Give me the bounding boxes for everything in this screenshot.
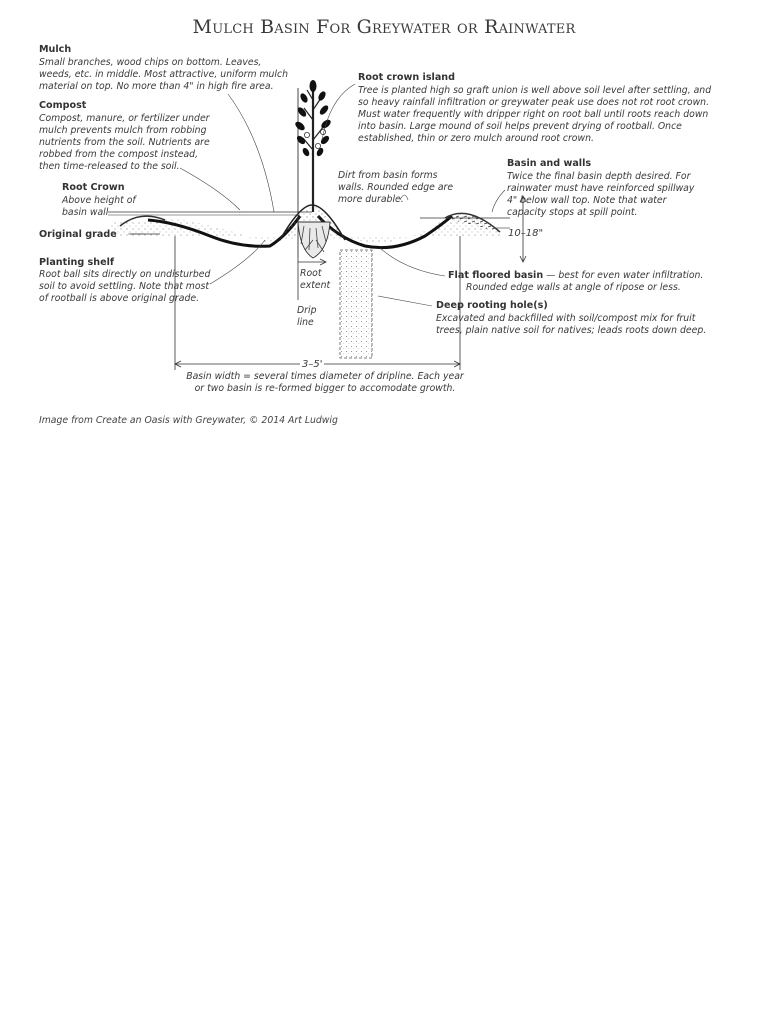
root-crown-island-line: so heavy rainfall infiltration or greywater peak use does not rot root crown. (358, 97, 710, 109)
dirt-from-basin-line: Dirt from basin forms (338, 170, 438, 181)
image-credit: Image from Create an Oasis with Greywater, © 2014 Art Ludwig (39, 415, 338, 426)
compost-line: robbed from the compost instead, (39, 149, 199, 161)
mulch-line: weeds, etc. in middle. Most attractive, uniform mulch (39, 69, 289, 81)
root-crown-island-text (358, 85, 711, 145)
root-crown-text (62, 195, 136, 219)
compost-line: Compost, manure, or fertilizer under (39, 113, 210, 124)
planting-shelf-heading: Planting shelf (39, 257, 115, 268)
flat-floored-basin-heading: Flat floored basin (448, 270, 544, 281)
basin-walls-leader (492, 190, 505, 212)
root-extent-line: Root (300, 268, 322, 279)
dirt-from-basin-line: more durable. (338, 194, 404, 206)
deep-rooting-hole (340, 250, 372, 358)
basin-width-label: 3–5' (302, 359, 323, 370)
basin-walls-line: Twice the final basin depth desired. For (507, 171, 691, 182)
basin-width-line: or two basin is re-formed bigger to accomodate growth. (194, 383, 456, 395)
compost-leader (180, 168, 240, 210)
basin-width-line: Basin width = several times diameter of dripline. Each year (186, 371, 464, 382)
planting-shelf-line: of rootball is above original grade. (39, 293, 200, 305)
mulch-line: Small branches, wood chips on bottom. Leaves, (39, 57, 262, 68)
root-crown-island-line: established, thin or zero mulch around root crown. (358, 133, 594, 145)
root-crown-line: basin wall (62, 207, 109, 219)
dirt-from-basin-line: walls. Rounded edge are (338, 182, 454, 194)
deep-rooting-hole-text (436, 313, 706, 337)
root-crown-island-heading: Root crown island (358, 72, 455, 83)
deep-rooting-hole-line: trees, plain native soil for natives; leads roots down deep. (436, 325, 707, 337)
root-crown-heading: Root Crown (62, 182, 125, 193)
basin-walls-line: rainwater must have reinforced spillway (507, 183, 695, 195)
dirt-from-basin-text (338, 170, 453, 206)
basin-walls-text (507, 171, 694, 219)
deep-rooting-hole-line: Excavated and backfilled with soil/compost mix for fruit (436, 313, 696, 324)
basin-walls-heading: Basin and walls (507, 158, 592, 169)
flat-floored-basin-line2: Rounded edge walls at angle of ripose or less. (466, 282, 681, 294)
compost-text (39, 113, 210, 173)
deep-hole-leader (378, 296, 432, 306)
page-title: Mulch Basin For Greywater or Rainwater (192, 16, 576, 38)
root-crown-line: Above height of (62, 195, 136, 206)
root-extent-label (300, 268, 330, 292)
mulch-text (39, 57, 288, 93)
flat-floored-basin-text (448, 270, 703, 294)
drip-line-label (297, 305, 316, 329)
planting-shelf-line: Root ball sits directly on undisturbed (39, 269, 211, 280)
mulch-leader (228, 94, 274, 212)
drip-line-line: Drip (297, 305, 317, 316)
compost-heading: Compost (39, 100, 87, 111)
mulch-heading: Mulch (39, 44, 72, 55)
basin-depth-label: 10–18" (508, 228, 544, 239)
root-crown-island-line: Must water frequently with dripper right on root ball until roots reach down (358, 109, 709, 121)
flat-floored-basin-desc: — best for even water infiltration. (543, 270, 704, 281)
original-grade-label: Original grade (39, 229, 117, 240)
basin-walls-line: capacity stops at spill point. (507, 207, 638, 219)
flat-basin-leader (380, 248, 445, 276)
root-crown-island-leader (322, 84, 355, 140)
planting-shelf-line: soil to avoid settling. Note that most (39, 281, 210, 293)
root-crown-island-line: Tree is planted high so graft union is well above soil level after settling, and (358, 85, 712, 96)
drip-line-line: line (297, 317, 314, 329)
deep-rooting-hole-heading: Deep rooting hole(s) (436, 300, 548, 311)
compost-line: mulch prevents mulch from robbing (39, 125, 207, 137)
planting-shelf-text (39, 269, 210, 305)
basin-walls-line: 4" below wall top. Note that water (507, 195, 667, 207)
root-extent-line: extent (300, 280, 331, 292)
basin-width-text (180, 371, 470, 395)
compost-line: then time-released to the soil. (39, 161, 180, 173)
mulch-line: material on top. No more than 4" in high fire area. (39, 81, 274, 93)
compost-line: nutrients from the soil. Nutrients are (39, 137, 210, 149)
root-crown-island-line: into basin. Large mound of soil helps prevent drying of rootball. Once (358, 121, 682, 133)
